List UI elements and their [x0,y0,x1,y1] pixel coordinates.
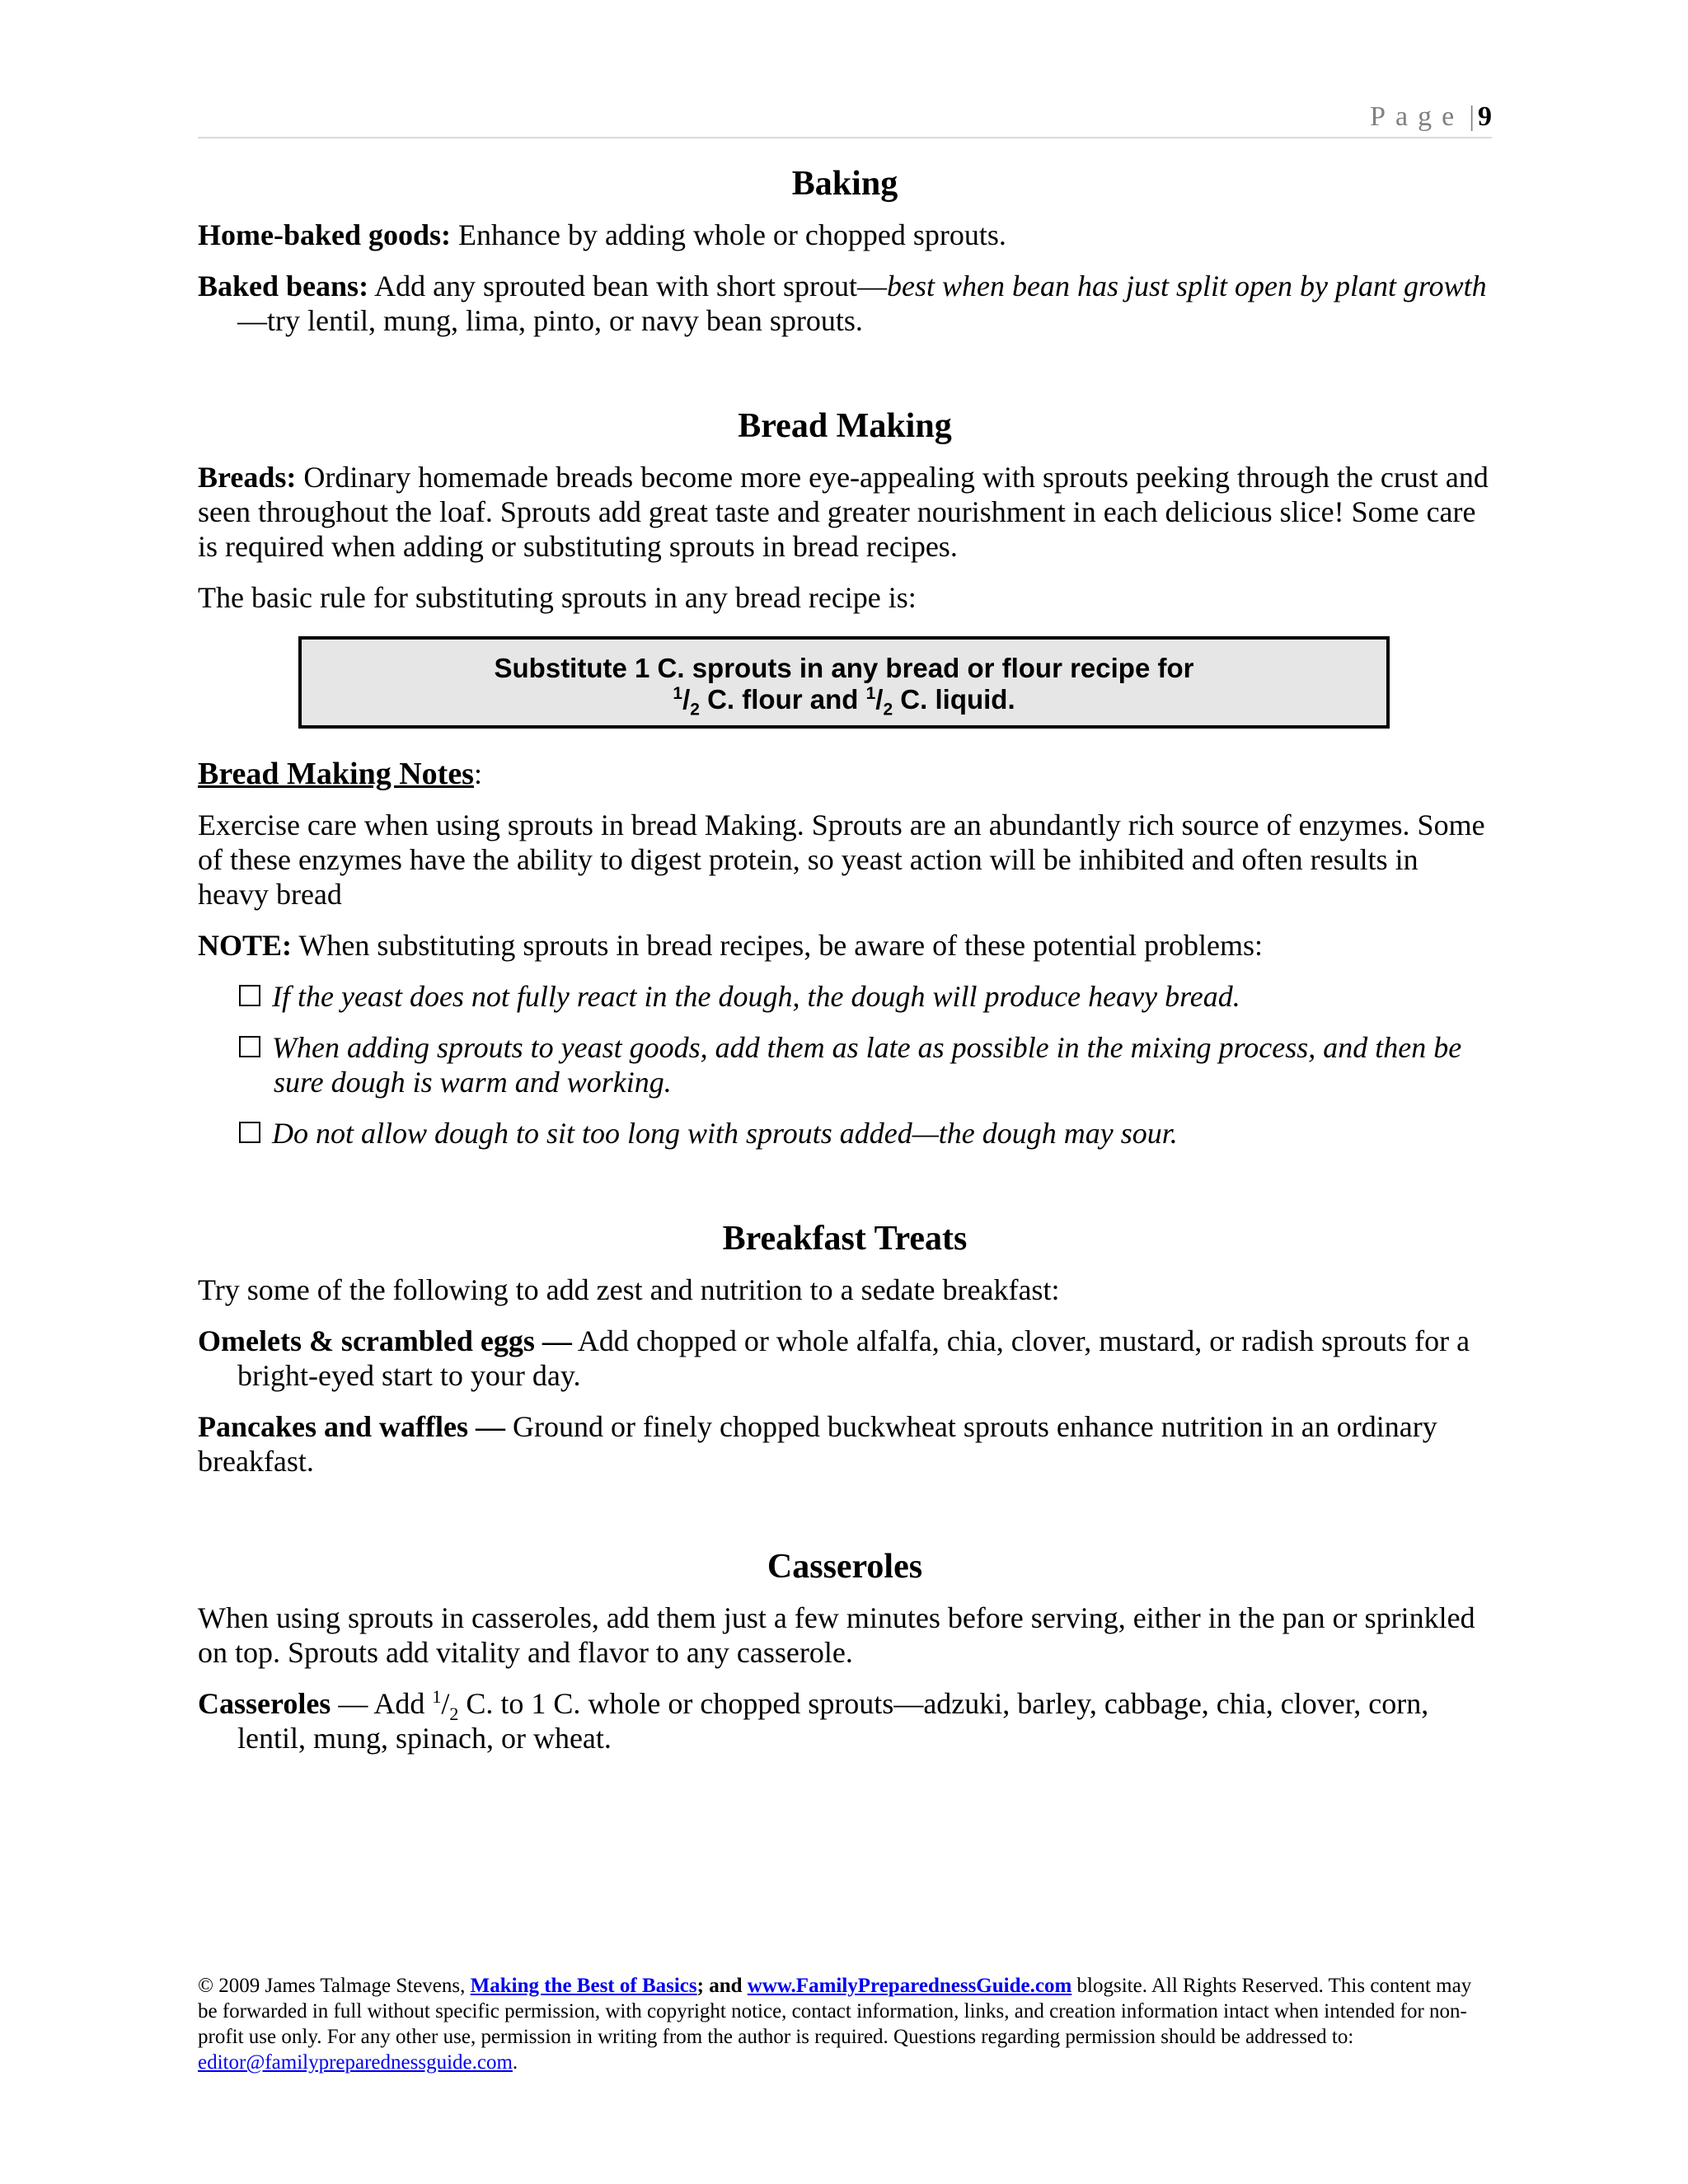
page-content [198,163,1492,1772]
footer-end: . [512,2051,518,2074]
page-number: 9 [1478,101,1492,132]
casseroles-paragraph: Casseroles — Add $^1/_2$ C. to 1 C. whole or chopped sprouts—adzuki, barley, cabbage, chia, clover, corn, lentil, mung, spinach, or wheat. [198,1686,1429,1755]
bread-notes-heading-line [198,757,1492,791]
pancakes-text: Ground or finely chopped buckwheat sprouts enhance nutrition in an ordinary breakfast. [198,1410,1437,1478]
baking-heading: Baking [791,165,898,203]
omelets-text: Add chopped or whole alfalfa, chia, clover, mustard, or radish sprouts for a bright-eyed start to your day. [237,1324,1470,1392]
checkbox-icon [239,1036,260,1057]
checklist-item [239,979,1492,1014]
section-spacer [198,1495,1492,1546]
checkbox-icon [239,985,260,1006]
bread-notes-colon: : [473,757,482,790]
page-header [198,97,1492,138]
checklist-text: If the yeast does not fully react in the dough, the dough will produce heavy bread. [272,980,1240,1013]
checklist-text: When adding sprouts to yeast goods, add them as late as possible in the mixing process, and then be sure dough is warm and working. [272,1031,1462,1099]
baked-beans-label: Baked beans: [198,269,369,302]
checklist-text: Do not allow dough to sit too long with sprouts added—the dough may sour. [272,1117,1178,1150]
note-text: When substituting sprouts in bread recipes, be aware of these potential problems: [292,929,1264,962]
footer-prefix: © 2009 James Talmage Stevens, [198,1975,471,1997]
checklist-item [239,1030,1492,1099]
home-baked-paragraph [198,218,1492,252]
breakfast-heading: Breakfast Treats [722,1220,968,1258]
casseroles-text-before: — Add [331,1687,433,1720]
rule-line-2: $^1/_2$ C. flour and $^1/_2$ C. liquid. [673,684,1015,719]
home-baked-label: Home-baked goods: [198,218,452,251]
rule-mid-text: C. flour and [699,684,866,715]
rule-line-1: Substitute 1 C. sprouts in any bread or flour recipe for [494,653,1194,683]
note-label: NOTE: [198,929,293,962]
bread-making-heading: Bread Making [738,407,952,445]
section-spacer [198,354,1492,405]
site-link[interactable]: www.FamilyPreparednessGuide.com [747,1975,1072,1997]
page-separator: | [1469,101,1475,132]
breads-paragraph [198,460,1492,564]
bread-notes-heading: Bread Making Notes [198,757,474,791]
baked-beans-text: Add any sprouted bean with short sprout— [368,269,887,302]
baked-beans-text-end: —try lentil, mung, lima, pinto, or navy bean sprouts. [237,304,863,337]
rule-end-text: C. liquid. [893,684,1015,715]
checklist-item [239,1116,1492,1151]
email-link[interactable]: editor@familypreparednessguide.com [198,2051,513,2074]
pancakes-label: Pancakes and waffles — [198,1410,506,1443]
casseroles-label: Casseroles [198,1687,331,1720]
substitution-rule-box [298,636,1390,729]
baked-beans-italic: best when bean has just split open by plant growth [887,269,1487,302]
fraction-numerator: 1 [673,684,683,703]
section-spacer [198,1167,1492,1218]
basic-rule-paragraph: The basic rule for substituting sprouts in any bread recipe is: [198,581,917,614]
fraction-numerator: 1 [432,1686,442,1707]
casseroles-text-after: C. to 1 C. whole or chopped sprouts—adzuki, barley, cabbage, chia, clover, corn, lentil, mung, spinach, or wheat. [237,1687,1429,1755]
checkbox-icon [239,1122,260,1143]
breakfast-intro: Try some of the following to add zest and nutrition to a sedate breakfast: [198,1273,1060,1306]
breads-text: Ordinary homemade breads become more eye-appealing with sprouts peeking through the crust and seen throughout the loaf. Sprouts add great taste and greater nourishment in each delicious slice! Some care is required when adding or substituting sprouts in bread recipes. [198,461,1489,563]
bread-notes-paragraph: Exercise care when using sprouts in bread Making. Sprouts are an abundantly rich source of enzymes. Some of these enzymes have the ability to digest protein, so yeast action will be inhibited and often results in heavy bread [198,808,1485,911]
pancakes-paragraph [198,1409,1492,1479]
fraction-denominator: 2 [690,700,700,719]
book-link[interactable]: Making the Best of Basics [470,1975,697,1997]
fraction-denominator: 2 [883,700,893,719]
footer-semicolon: ; and [696,1975,748,1997]
home-baked-text: Enhance by adding whole or chopped sprouts. [451,218,1006,251]
page-word: Page [1370,101,1465,132]
casseroles-heading: Casseroles [767,1548,923,1586]
footer-rest: blogsite. All Rights Reserved. This content may be forwarded in full without specific permission, with copyright notice, contact information, links, and creation information intact when intended for non-profit use only. For any other use, permission in writing from the author is required. Questions regarding permission should be addressed to: [198,1975,1472,2048]
breads-label: Breads: [198,461,297,494]
casseroles-intro: When using sprouts in casseroles, add them just a few minutes before serving, either in the pan or sprinkled on top. Sprouts add vitality and flavor to any casserole. [198,1601,1475,1669]
fraction-numerator: 1 [865,684,876,703]
fraction-denominator: 2 [449,1704,459,1725]
note-paragraph [198,928,1492,963]
copyright-footer [198,1973,1484,2075]
omelets-label: Omelets & scrambled eggs — [198,1324,572,1357]
omelets-paragraph [198,1324,1492,1393]
section-spacer [198,729,1492,757]
baked-beans-paragraph [198,269,1492,338]
